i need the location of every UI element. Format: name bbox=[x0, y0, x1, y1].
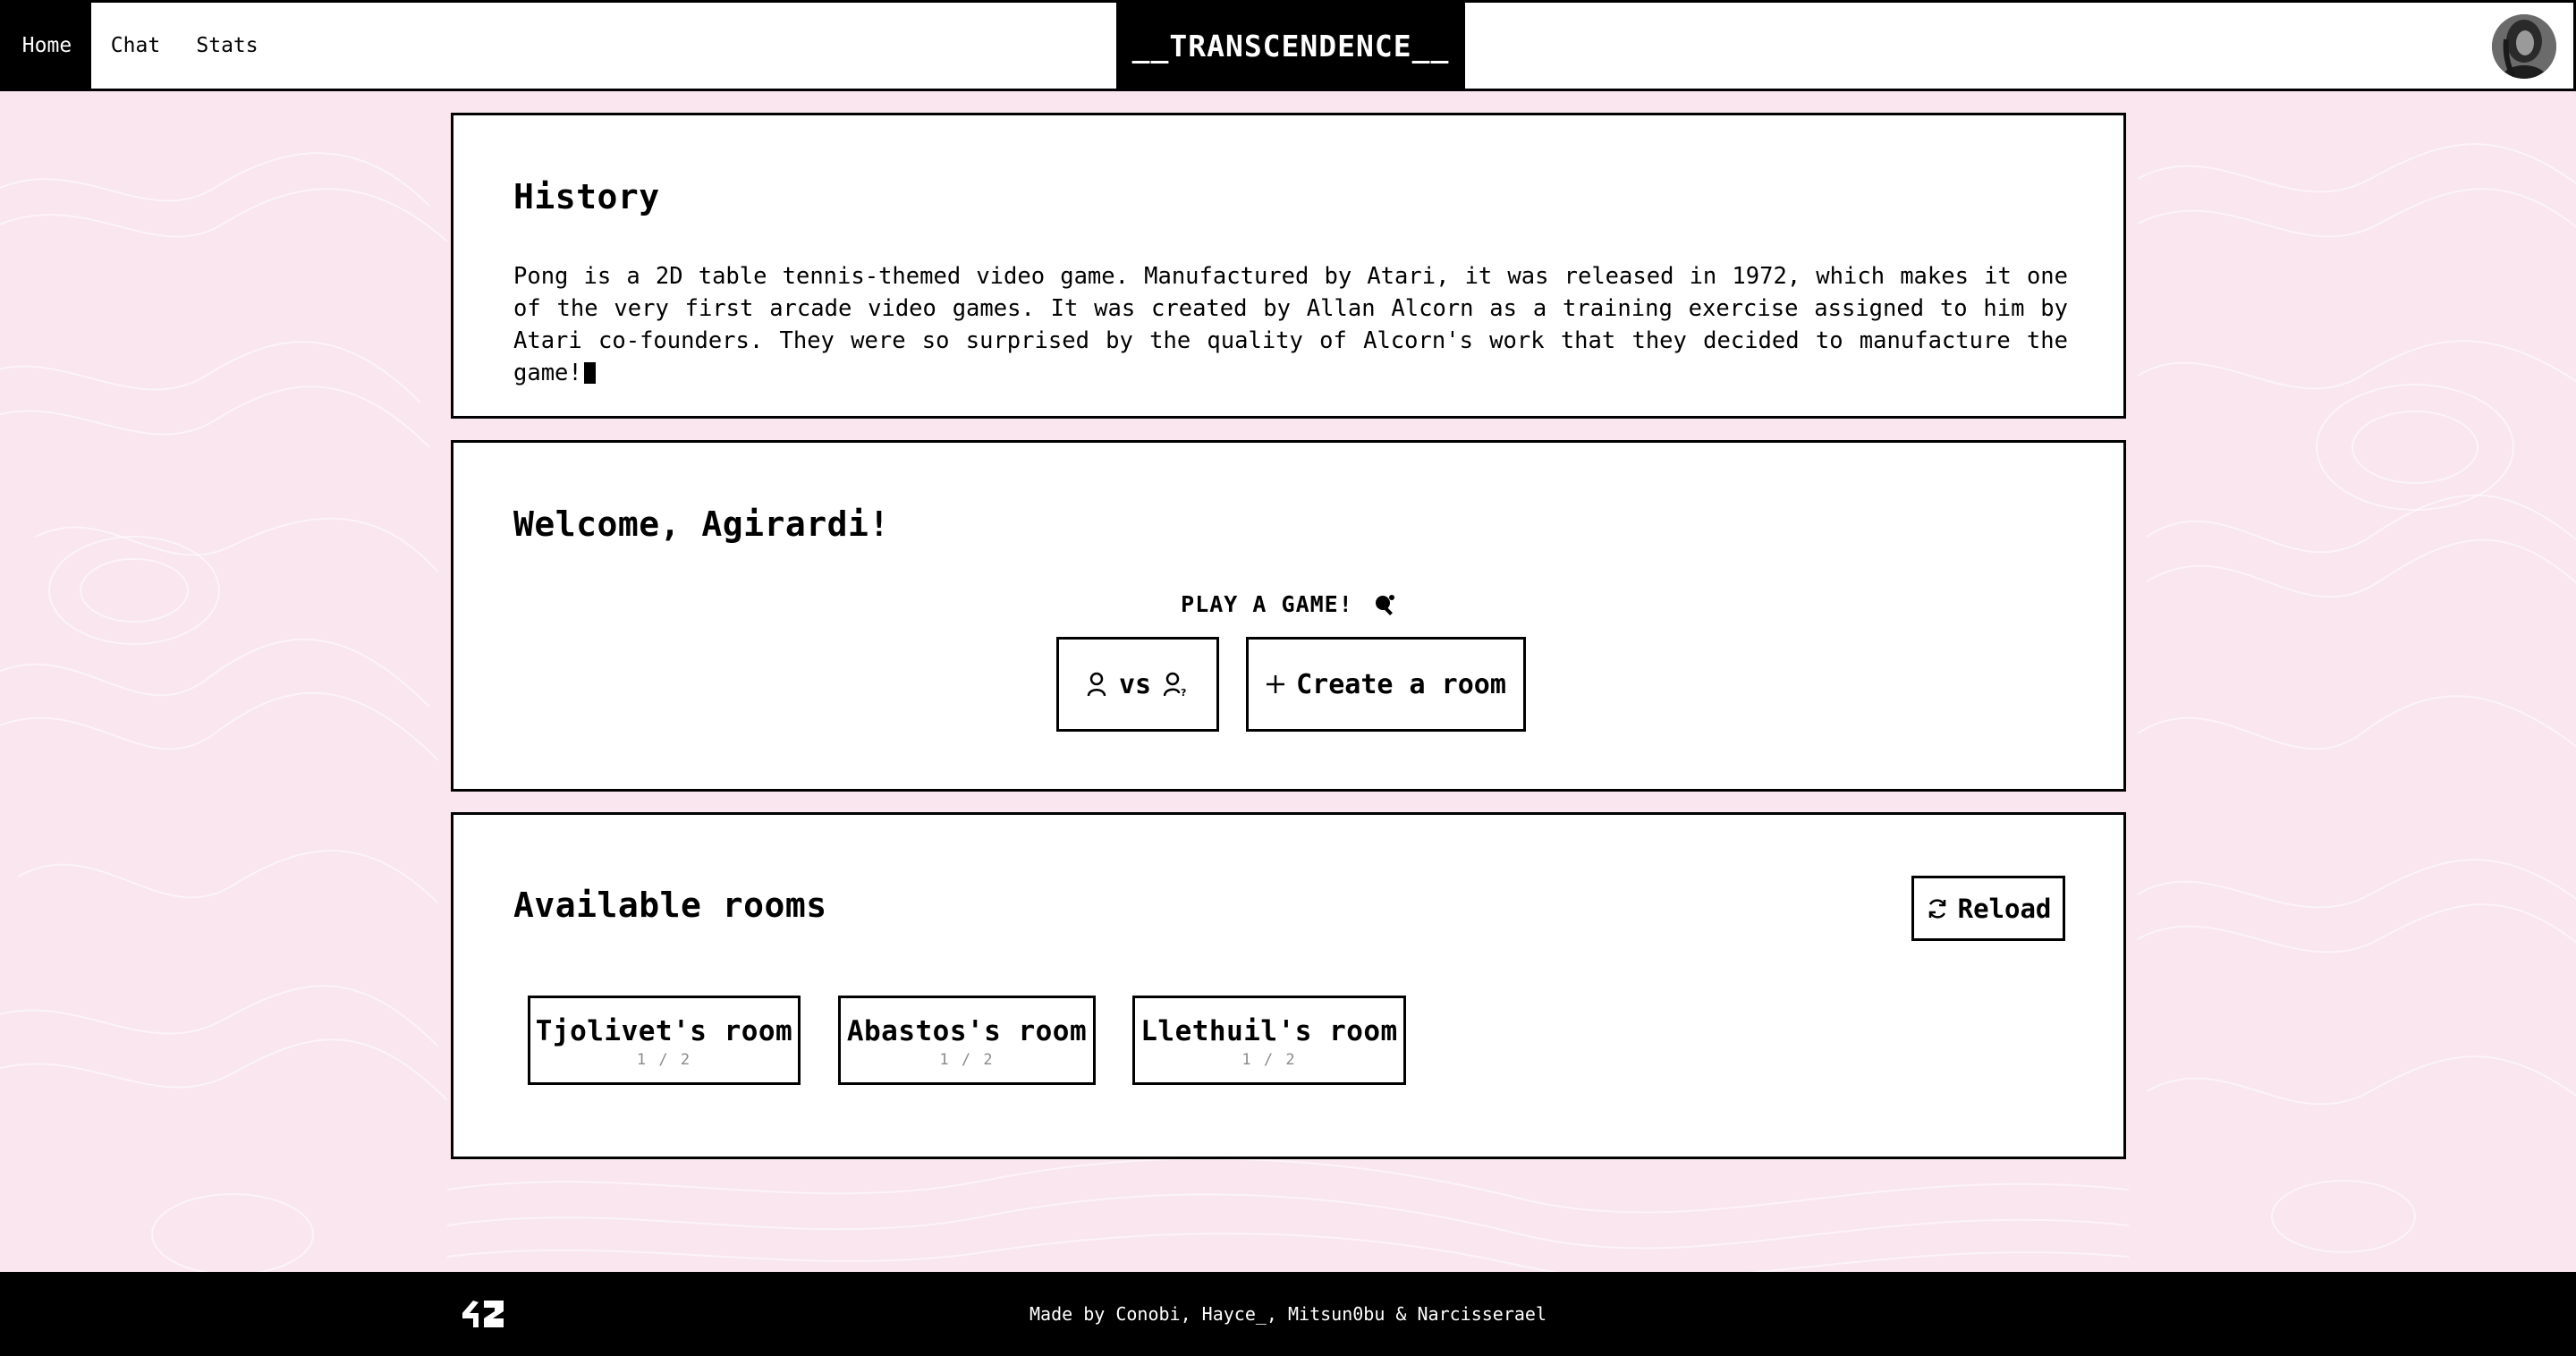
user-icon bbox=[1087, 672, 1106, 697]
reload-label: Reload bbox=[1957, 893, 2052, 924]
welcome-title: Welcome, Agirardi! bbox=[513, 504, 890, 544]
user-avatar[interactable] bbox=[2492, 14, 2556, 79]
room-name: Abastos's room bbox=[846, 1015, 1088, 1047]
room-card[interactable] bbox=[838, 996, 1096, 1085]
room-name: Tjolivet's room bbox=[535, 1015, 793, 1047]
room-name: Llethuil's room bbox=[1140, 1015, 1398, 1047]
svg-text:?: ? bbox=[1181, 687, 1187, 697]
room-player-count: 1 / 2 bbox=[1241, 1051, 1297, 1069]
footer-credits: Made by Conobi, Hayce_, Mitsun0bu & Narcisserael bbox=[1030, 1303, 1546, 1325]
nav-item-stats[interactable]: Stats bbox=[196, 34, 258, 57]
vs-label: vs bbox=[1118, 668, 1152, 700]
matchmaking-vs-button[interactable] bbox=[1056, 637, 1219, 732]
unknown-user-icon bbox=[1164, 672, 1189, 697]
history-body: Pong is a 2D table tennis-themed video game. Manufactured by Atari, it was released in 1972, which makes it one of the very first arcade video games. It was created by Allan Alcorn as a training exercise assigned to him by Atari co-founders. They were so surprised by the quality of Alcorn's work that they decided to manufacture the game! bbox=[513, 263, 2068, 386]
room-card[interactable] bbox=[1132, 996, 1406, 1085]
app-brand-title: __TRANSCENDENCE__ bbox=[1116, 0, 1465, 91]
available-rooms-card bbox=[451, 812, 2126, 1159]
reload-button[interactable] bbox=[1911, 876, 2065, 941]
nav-item-home[interactable]: Home bbox=[3, 3, 91, 89]
play-a-game-label bbox=[453, 591, 2123, 617]
refresh-icon bbox=[1926, 897, 1949, 920]
site-footer bbox=[0, 1272, 2576, 1356]
plus-icon bbox=[1266, 674, 1285, 694]
history-card bbox=[451, 113, 2126, 419]
ping-pong-icon bbox=[1373, 593, 1396, 616]
room-player-count: 1 / 2 bbox=[939, 1051, 995, 1069]
create-room-label: Create a room bbox=[1296, 668, 1506, 700]
create-room-button[interactable] bbox=[1246, 637, 1526, 732]
room-card[interactable] bbox=[528, 996, 801, 1085]
nav-item-chat[interactable]: Chat bbox=[110, 34, 161, 57]
history-text bbox=[513, 260, 2068, 389]
main-nav bbox=[3, 3, 275, 89]
history-title: History bbox=[513, 177, 660, 216]
top-navbar bbox=[0, 0, 2576, 91]
room-player-count: 1 / 2 bbox=[636, 1051, 692, 1069]
text-cursor bbox=[584, 362, 596, 384]
rooms-title: Available rooms bbox=[513, 886, 827, 925]
play-label-text: PLAY A GAME! bbox=[1181, 591, 1353, 617]
welcome-card bbox=[451, 440, 2126, 792]
avatar-image bbox=[2492, 14, 2556, 79]
